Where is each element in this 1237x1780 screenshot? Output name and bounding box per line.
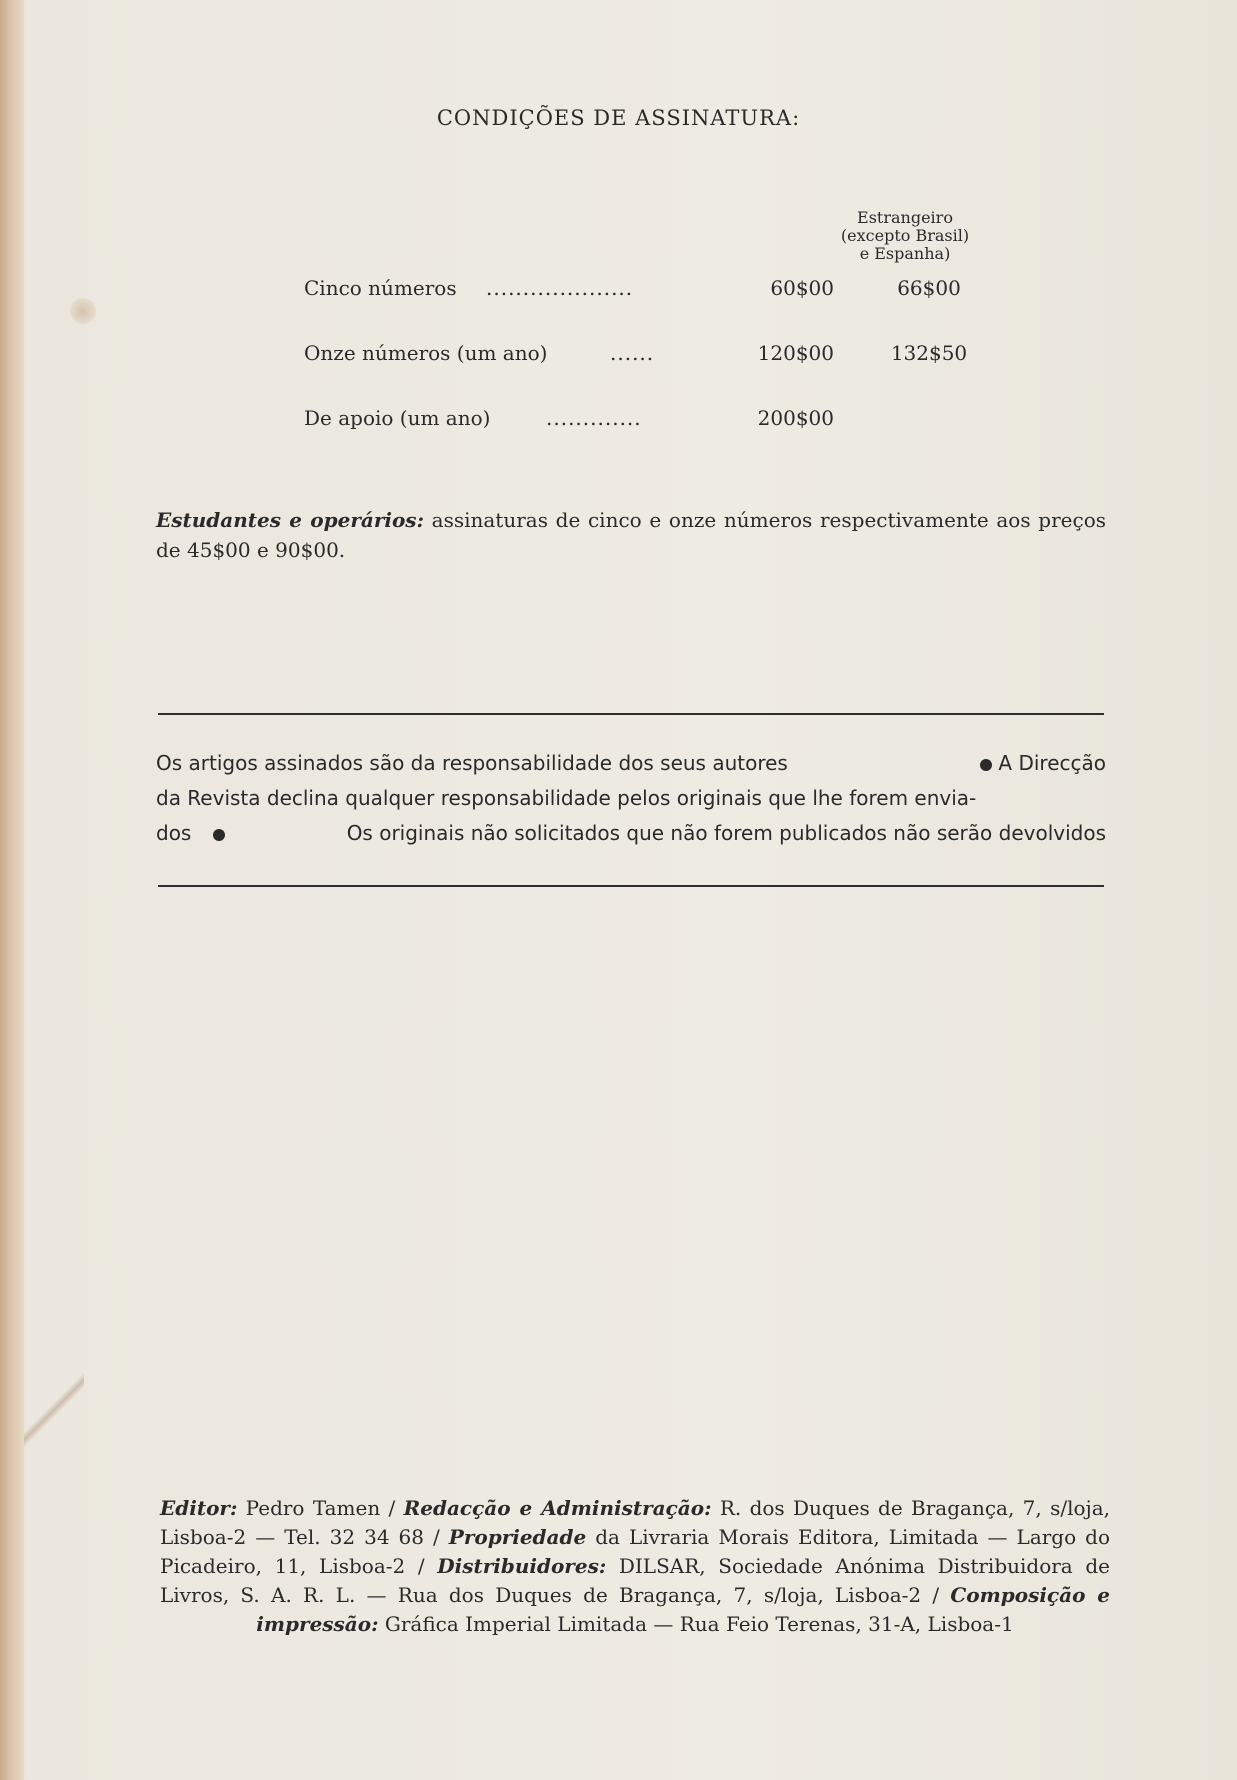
page-title: CONDIÇÕES DE ASSINATURA: xyxy=(436,106,801,130)
stain-mark xyxy=(70,298,96,324)
students-text: assinaturas de cinco e onze números respectivamente aos preços de 45$00 e 90$00. xyxy=(156,508,1106,562)
notice-line-1 xyxy=(156,746,1106,781)
crease-mark xyxy=(24,1360,84,1460)
bullet-icon xyxy=(980,759,992,771)
notice-text: dos xyxy=(156,821,192,845)
foreign-column-header xyxy=(810,209,1000,263)
distribuidores-label: Distribuidores: xyxy=(437,1554,607,1578)
distribuidores-text: DILSAR, Sociedade Anónima Distribuidora de Livros, S. A. R. L. — Rua dos Duques de Bragança, 7, s/loja, Lisboa-2 / xyxy=(160,1554,1111,1607)
rate-foreign: 132$50 xyxy=(890,341,968,365)
notice-line-2: da Revista declina qualquer responsabilidade pelos originais que lhe forem envia- xyxy=(156,786,977,810)
editor-label: Editor: xyxy=(160,1496,238,1520)
composicao-text: Gráfica Imperial Limitada — Rua Feio Terenas, 31-A, Lisboa-1 xyxy=(384,1612,1014,1636)
rate-label: De apoio (um ano) xyxy=(304,406,491,430)
binding-edge xyxy=(0,0,24,1780)
imprint-block xyxy=(160,1494,1110,1639)
rate-label: Cinco números xyxy=(304,276,457,300)
leader-dots: .................... xyxy=(486,276,634,300)
rate-foreign: 66$00 xyxy=(897,276,961,300)
divider-bottom xyxy=(158,885,1104,887)
notice-text: Os artigos assinados são da responsabilidade dos seus autores xyxy=(156,751,788,775)
redaccao-address: R. dos Duques de Bragança, 7, s/loja, Lisboa-2 — Tel. 32 34 68 / xyxy=(160,1496,1110,1549)
rate-portugal: 200$00 xyxy=(757,406,834,430)
responsibility-notice xyxy=(156,746,1106,851)
students-lead: Estudantes e operários: xyxy=(156,508,424,532)
rate-portugal: 60$00 xyxy=(770,276,834,300)
editor-name: Pedro Tamen / xyxy=(245,1496,396,1520)
foreign-header-line-3: e Espanha) xyxy=(859,244,951,263)
propriedade-label: Propriedade xyxy=(448,1525,587,1549)
notice-text: Os originais não solicitados que não forem publicados não serão devolvidos xyxy=(346,821,1106,845)
redaccao-label: Redacção e Administração: xyxy=(403,1496,712,1520)
composicao-label: Composição e impressão: xyxy=(256,1583,1111,1636)
students-note xyxy=(156,505,1106,565)
rate-label: Onze números (um ano) xyxy=(304,341,548,365)
notice-text: A Direcção xyxy=(998,751,1106,775)
bullet-icon xyxy=(213,829,225,841)
foreign-header-line-1: Estrangeiro xyxy=(857,208,953,227)
divider-top xyxy=(158,713,1104,715)
leader-dots: ...... xyxy=(610,341,655,365)
foreign-header-line-2: (excepto Brasil) xyxy=(840,226,970,245)
propriedade-text: da Livraria Morais Editora, Limitada — Largo do Picadeiro, 11, Lisboa-2 / xyxy=(160,1525,1111,1578)
rate-portugal: 120$00 xyxy=(757,341,834,365)
leader-dots: ............. xyxy=(546,406,642,430)
notice-line-3 xyxy=(156,816,1106,851)
